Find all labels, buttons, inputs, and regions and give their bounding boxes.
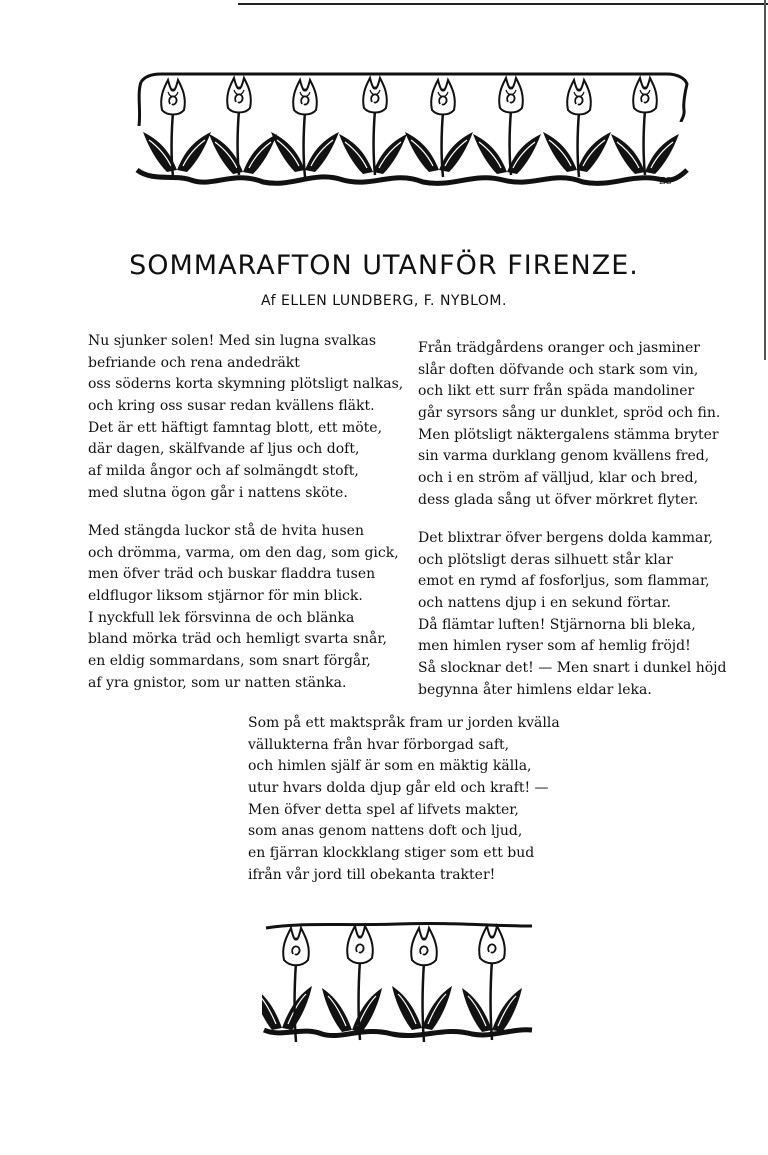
poem-line: där dagen, skälfvande af ljus och doft, bbox=[88, 441, 360, 458]
poem-line: och plötsligt deras silhuett står klar bbox=[418, 551, 673, 568]
poem-line: begynna åter himlens eldar leka. bbox=[418, 681, 652, 698]
poem-byline: Af ELLEN LUNDBERG, F. NYBLOM. bbox=[261, 293, 507, 309]
poem-line: bland mörka träd och hemligt svarta snår, bbox=[88, 631, 387, 648]
poem-line: Som på ett maktspråk fram ur jorden kvälla bbox=[248, 715, 560, 731]
ornament-monogram: ES bbox=[659, 177, 672, 187]
poem-line: dess glada sång ut öfver mörkret flyter. bbox=[418, 491, 699, 508]
right-stanza-2 bbox=[418, 528, 726, 702]
left-stanza-2 bbox=[88, 521, 399, 695]
poem-line: ifrån vår jord till obekanta trakter! bbox=[248, 866, 496, 883]
poem-line: går syrsors sång ur dunklet, spröd och fin. bbox=[418, 405, 721, 422]
poem-line: med slutna ögon går i nattens sköte. bbox=[88, 484, 348, 501]
poem-line: men himlen ryser som af hemlig fröjd! bbox=[418, 638, 691, 655]
poem-line: en fjärran klockklang stiger som ett bud bbox=[248, 845, 535, 862]
poem-line: Nu sjunker solen! Med sin lugna svalkas bbox=[88, 333, 377, 349]
poem-line: eldflugor liksom stjärnor för min blick. bbox=[88, 588, 363, 605]
poem-line: slår doften döfvande och stark som vin, bbox=[418, 361, 699, 378]
poem-line: men öfver träd och buskar fladdra tusen bbox=[88, 566, 376, 583]
top-tulip-ornament bbox=[133, 70, 695, 195]
right-stanza-1 bbox=[418, 338, 720, 512]
poem-line: och likt ett surr från späda mandoliner bbox=[418, 383, 695, 400]
poem-line: Så slocknar det! — Men snart i dunkel höjd bbox=[418, 660, 727, 677]
poem-line: emot en rymd af fosforljus, som flammar, bbox=[418, 573, 710, 590]
poem-line: af yra gnistor, som ur natten stänka. bbox=[88, 674, 347, 691]
poem-line: och i en ström af välljud, klar och bred, bbox=[418, 470, 699, 487]
poem-line: sin varma durklang genom kvällens fred, bbox=[418, 448, 710, 465]
poem-line: en eldig sommardans, som snart förgår, bbox=[88, 653, 371, 670]
poem-line: Men plötsligt näktergalens stämma bryter bbox=[418, 426, 719, 443]
poem-line: och drömma, varma, om den dag, som gick, bbox=[88, 544, 399, 561]
poem-line: befriande och rena andedräkt bbox=[88, 354, 300, 371]
poem-line: och kring oss susar redan kvällens fläkt. bbox=[88, 398, 375, 415]
poem-line: Då flämtar luften! Stjärnorna bli bleka, bbox=[418, 616, 696, 633]
poem-line: I nyckfull lek försvinna de och blänka bbox=[88, 609, 355, 626]
poem-line: Med stängda luckor stå de hvita husen bbox=[88, 523, 364, 539]
poem-line: Från trädgårdens oranger och jasminer bbox=[418, 340, 700, 356]
bottom-tulip-ornament bbox=[262, 918, 534, 1044]
top-rule bbox=[238, 3, 768, 5]
center-stanza bbox=[248, 713, 560, 887]
poem-line: Men öfver detta spel af lifvets makter, bbox=[248, 801, 519, 818]
poem-line: och nattens djup i en sekund förtar. bbox=[418, 595, 671, 612]
poem-line: utur hvars dolda djup går eld och kraft! — bbox=[248, 780, 549, 797]
poem-line: oss söderns korta skymning plötsligt nalkas, bbox=[88, 376, 404, 393]
poem-line: som anas genom nattens doft och ljud, bbox=[248, 823, 523, 840]
poem-title: SOMMARAFTON UTANFÖR FIRENZE. bbox=[129, 250, 639, 281]
poem-line: vällukterna från hvar förborgad saft, bbox=[248, 736, 510, 753]
poem-line: Det blixtrar öfver bergens dolda kammar, bbox=[418, 530, 713, 546]
left-stanza-1 bbox=[88, 331, 403, 505]
poem-line: af milda ångor och af solmängdt stoft, bbox=[88, 463, 359, 480]
poem-line: och himlen själf är som en mäktig källa, bbox=[248, 758, 532, 775]
poem-line: Det är ett häftigt famntag blott, ett möte, bbox=[88, 419, 383, 436]
